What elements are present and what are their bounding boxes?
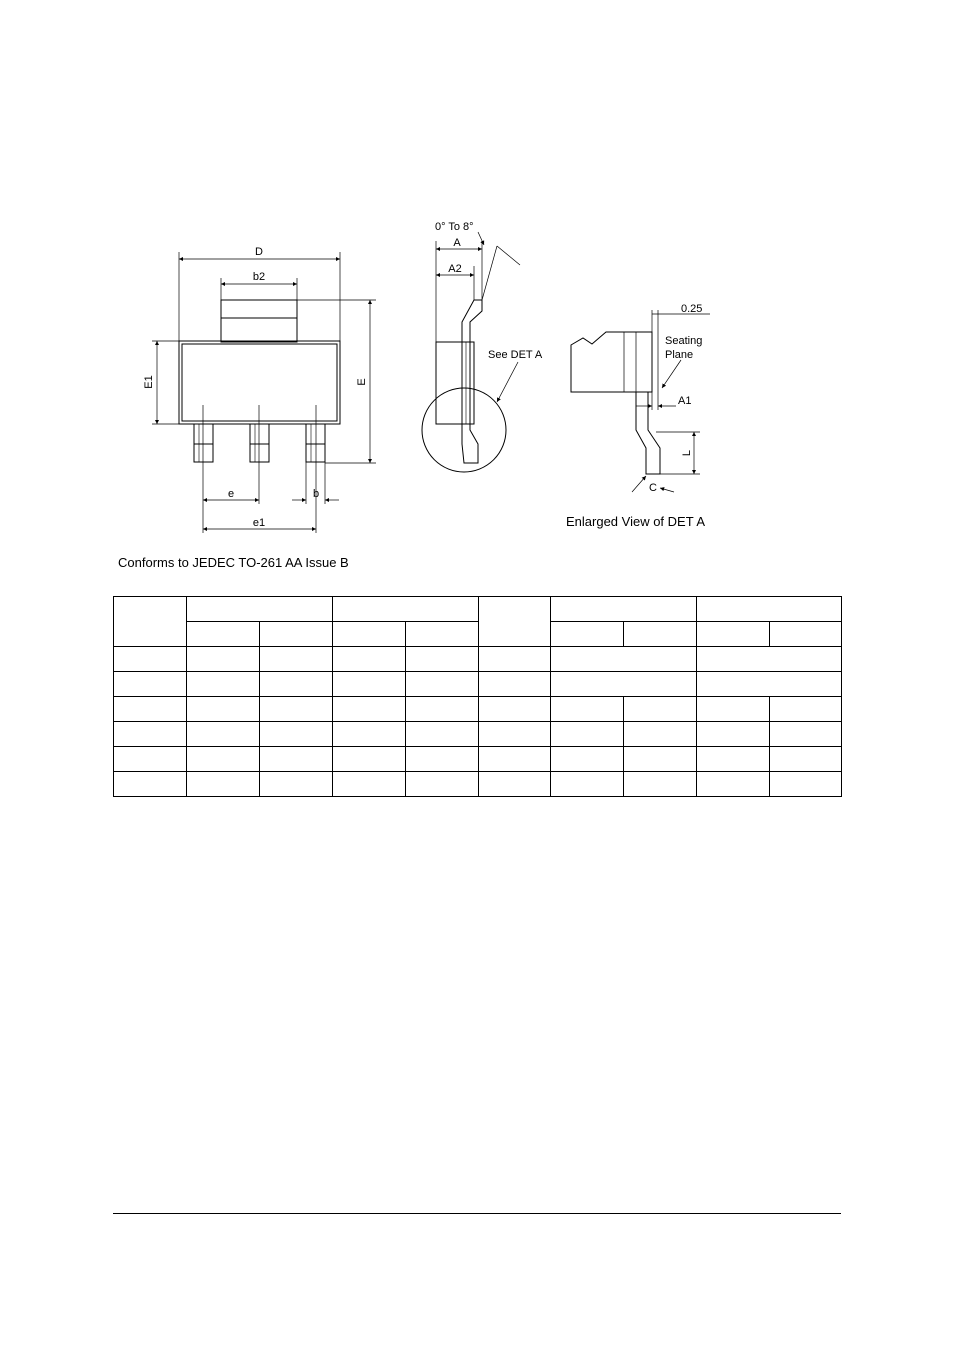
table-row bbox=[114, 622, 842, 647]
table-row bbox=[114, 697, 842, 722]
footer-rule bbox=[113, 1213, 841, 1214]
label-C: C bbox=[649, 482, 657, 494]
package-outline-drawing bbox=[0, 0, 954, 560]
detail-caption: Enlarged View of DET A bbox=[566, 514, 705, 529]
label-b2: b2 bbox=[252, 271, 266, 283]
top-view-leads bbox=[194, 424, 325, 462]
label-seating-2: Plane bbox=[665, 349, 694, 361]
top-view-tab bbox=[221, 300, 297, 342]
table-row bbox=[114, 647, 842, 672]
label-b: b bbox=[312, 488, 320, 500]
label-e: e bbox=[227, 488, 235, 500]
table-row bbox=[114, 772, 842, 797]
label-D: D bbox=[255, 246, 263, 258]
label-A1: A1 bbox=[678, 395, 692, 407]
label-e1: e1 bbox=[252, 517, 266, 529]
label-E: E bbox=[356, 378, 368, 386]
table-row bbox=[114, 672, 842, 697]
label-A2: A2 bbox=[448, 263, 462, 275]
table-row bbox=[114, 722, 842, 747]
label-see-det-a: See DET A bbox=[488, 349, 543, 361]
top-view bbox=[152, 252, 376, 533]
label-E1: E1 bbox=[143, 375, 155, 389]
conformance-note: Conforms to JEDEC TO-261 AA Issue B bbox=[118, 555, 349, 570]
table-row bbox=[114, 597, 842, 622]
table-row bbox=[114, 747, 842, 772]
label-seating-1: Seating bbox=[665, 335, 703, 347]
dimension-table bbox=[113, 596, 842, 797]
label-L: L bbox=[681, 449, 693, 457]
label-gauge: 0.25 bbox=[681, 303, 703, 315]
side-view-body bbox=[436, 342, 474, 424]
label-A: A bbox=[453, 237, 461, 249]
label-angle: 0° To 8° bbox=[435, 221, 474, 233]
